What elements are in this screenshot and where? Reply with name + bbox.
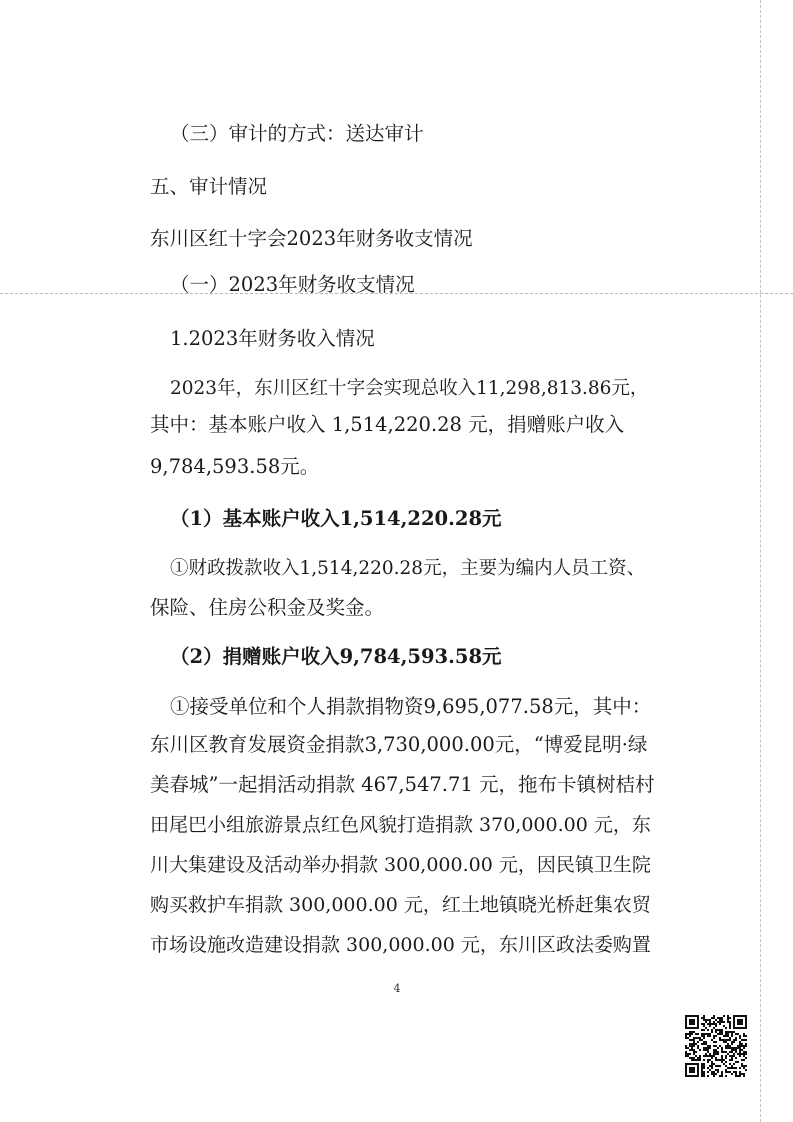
page-number: 4: [393, 982, 401, 995]
paragraph-line: 2023年，东川区红十字会实现总收入11,298,813.86元，: [170, 378, 649, 399]
paragraph-line: 川大集建设及活动举办捐款 300,000.00 元，因民镇卫生院: [150, 854, 651, 876]
report-subtitle: 东川区红十字会2023年财务收支情况: [150, 227, 473, 250]
paragraph-line: 保险、住房公积金及奖金。: [150, 596, 385, 619]
paragraph-line: 美春城”一起捐活动捐款 467,547.71 元，拖布卡镇树桔村: [150, 773, 655, 796]
paragraph-line: 9,784,593.58元。: [150, 455, 320, 478]
subsection-heading-finance: （一）2023年财务收支情况: [170, 273, 415, 296]
paragraph-line: 其中：基本账户收入 1,514,220.28 元，捐赠账户收入: [150, 413, 625, 436]
qr-code-icon: [683, 1013, 749, 1079]
section-heading-audit-status: 五、审计情况: [150, 175, 268, 198]
basic-account-heading: （1）基本账户收入1,514,220.28元: [170, 507, 502, 530]
paragraph-line: ①财政拨款收入1,514,220.28元，主要为编内人员工资、: [170, 558, 646, 579]
scan-edge-line: [760, 0, 761, 1122]
paragraph-line: 市场设施改造建设捐款 300,000.00 元，东川区政法委购置: [150, 934, 651, 956]
audit-method-line: （三）审计的方式：送达审计: [170, 122, 424, 145]
paragraph-line: 购买救护车捐款 300,000.00 元，红土地镇晓光桥赶集农贸: [150, 894, 651, 916]
donation-account-heading: （2）捐赠账户收入9,784,593.58元: [170, 645, 502, 668]
income-heading: 1.2023年财务收入情况: [170, 327, 375, 350]
paragraph-line: ①接受单位和个人捐款捐物资9,695,077.58元，其中：: [170, 695, 652, 718]
paragraph-line: 东川区教育发展资金捐款3,730,000.00元，“博爱昆明·绿: [150, 733, 648, 756]
paragraph-line: 田尾巴小组旅游景点红色风貌打造捐款 370,000.00 元，东: [150, 814, 651, 836]
